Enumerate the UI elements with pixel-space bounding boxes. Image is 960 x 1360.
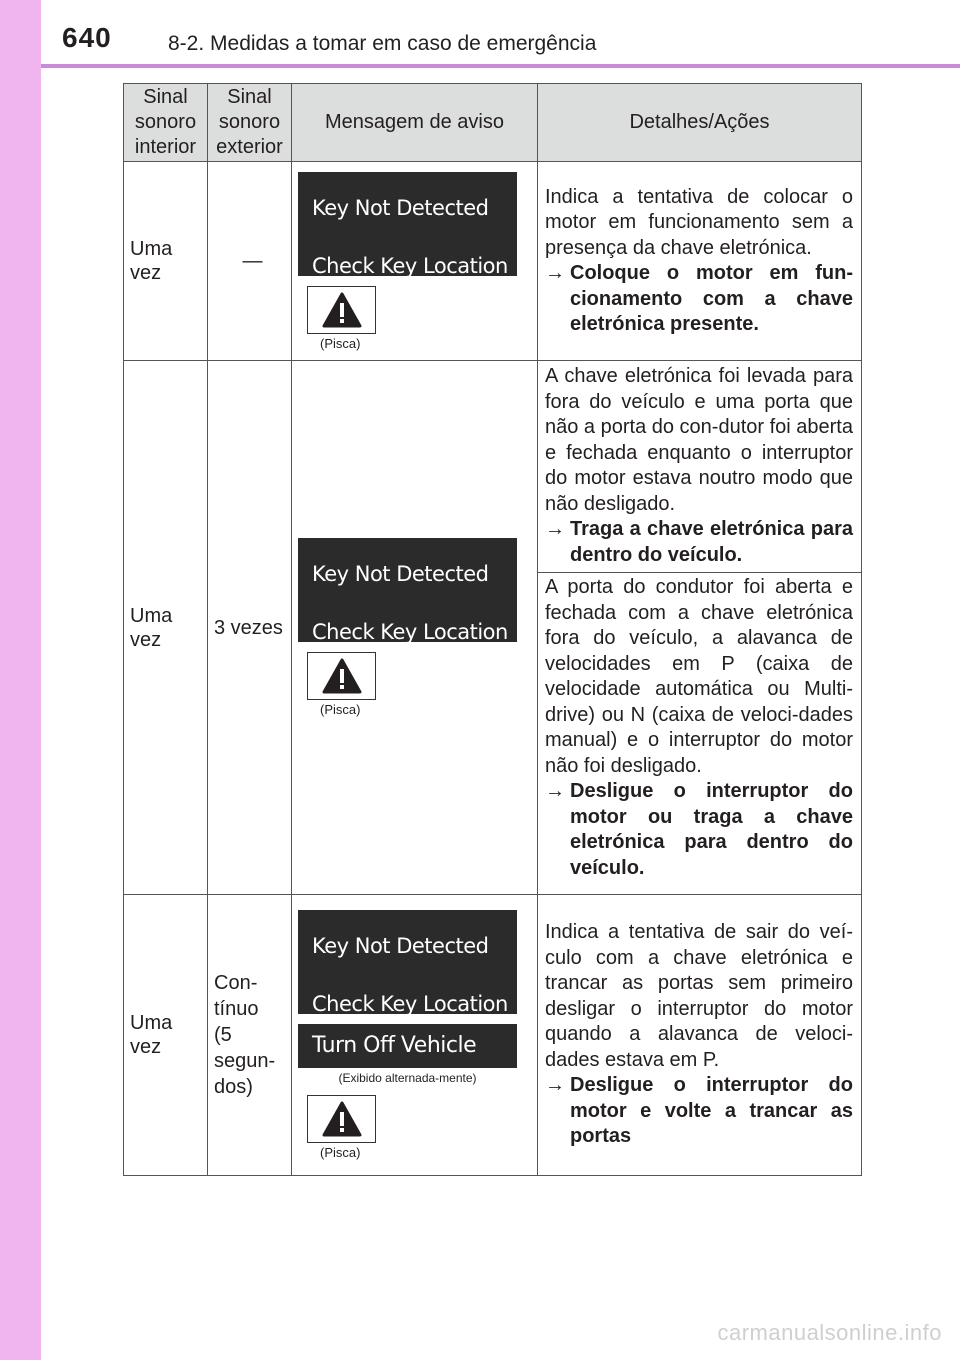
warning-message-cell [292,895,538,1176]
exterior-buzzer-cell: 3 vezes [208,361,292,895]
warning-triangle-icon [307,1095,376,1143]
warning-table [123,83,862,1176]
blink-caption: (Pisca) [320,335,361,351]
warning-message-cell [292,162,538,361]
exterior-buzzer-cell: Con-tínuo (5 segun-dos) [208,895,292,1176]
details-cell: Indica a tentativa de sair do veí-culo com a chave eletrónica e trancar as portas sem primeiro desligar o interruptor do motor quando a alavanca de veloci-dades estava em P. → Desligue o interruptor do motor e volte a trancar as portas [538,895,862,1176]
details-cell: Indica a tentativa de colocar o motor em funcionamento sem a presença da chave eletrónica. → Coloque o motor em fun-cionamento com a chave eletrónica presente. [538,162,862,361]
details-case-b: A porta do condutor foi aberta e fechada com a chave eletrónica fora do veículo, a alavanca de velocidades em P (caixa de velocidade automática ou Multi-drive) ou N (caixa de veloci-dades manual) e o interruptor do motor não foi desligado. → Desligue o interruptor do motor ou traga a chave eletrónica para dentro do veículo. [538,572,861,881]
details-case-a: A chave eletrónica foi levada para fora do veículo e uma porta que não a porta do con-dutor foi aberta e fechada enquanto o interruptor do motor estava noutro modo que não desligado. → Traga a chave eletrónica para dentro do veículo. [538,361,861,572]
table-row [124,162,862,361]
action-item: → Desligue o interruptor do motor e volte a trancar as portas [545,1073,853,1150]
col-header-exterior: Sinal sonoro exterior [208,84,292,162]
side-color-band [0,0,41,1360]
section-title: 8-2. Medidas a tomar em caso de emergência [168,32,597,55]
interior-buzzer-cell: Uma vez [124,361,208,895]
display-turn-off-vehicle: Turn Off Vehicle [298,1024,517,1068]
col-header-message: Mensagem de aviso [292,84,538,162]
col-header-details: Detalhes/Ações [538,84,862,162]
interior-buzzer-cell: Uma vez [124,895,208,1176]
interior-buzzer-cell: Uma vez [124,162,208,361]
table-row [124,361,862,895]
header-rule [41,64,960,68]
col-header-interior: Sinal sonoro interior [124,84,208,162]
warning-message-cell [292,361,538,895]
action-item: → Desligue o interruptor do motor ou traga a chave eletrónica para dentro do veículo. [545,779,853,881]
display-key-not-detected: Key Not Detected Check Key Location [298,538,517,642]
blink-caption: (Pisca) [320,702,361,717]
arrow-icon: → [545,518,565,540]
action-item: → Traga a chave eletrónica para dentro do veículo. [545,517,853,568]
table-header-row [124,84,862,162]
arrow-icon: → [545,262,565,284]
watermark: carmanualsonline.info [717,1320,942,1345]
arrow-icon: → [545,780,565,802]
display-key-not-detected: Key Not Detected Check Key Location [298,910,517,1014]
details-cell [538,361,862,895]
exterior-buzzer-cell: — [208,162,292,361]
table-row [124,895,862,1176]
display-key-not-detected: Key Not Detected Check Key Location [298,172,517,276]
alternating-caption: (Exibido alternada-mente) [338,1071,477,1085]
action-item: → Coloque o motor em fun-cionamento com a chave eletrónica presente. [545,261,853,338]
page-number: 640 [62,22,112,53]
arrow-icon: → [545,1074,565,1097]
blink-caption: (Pisca) [320,1145,361,1160]
